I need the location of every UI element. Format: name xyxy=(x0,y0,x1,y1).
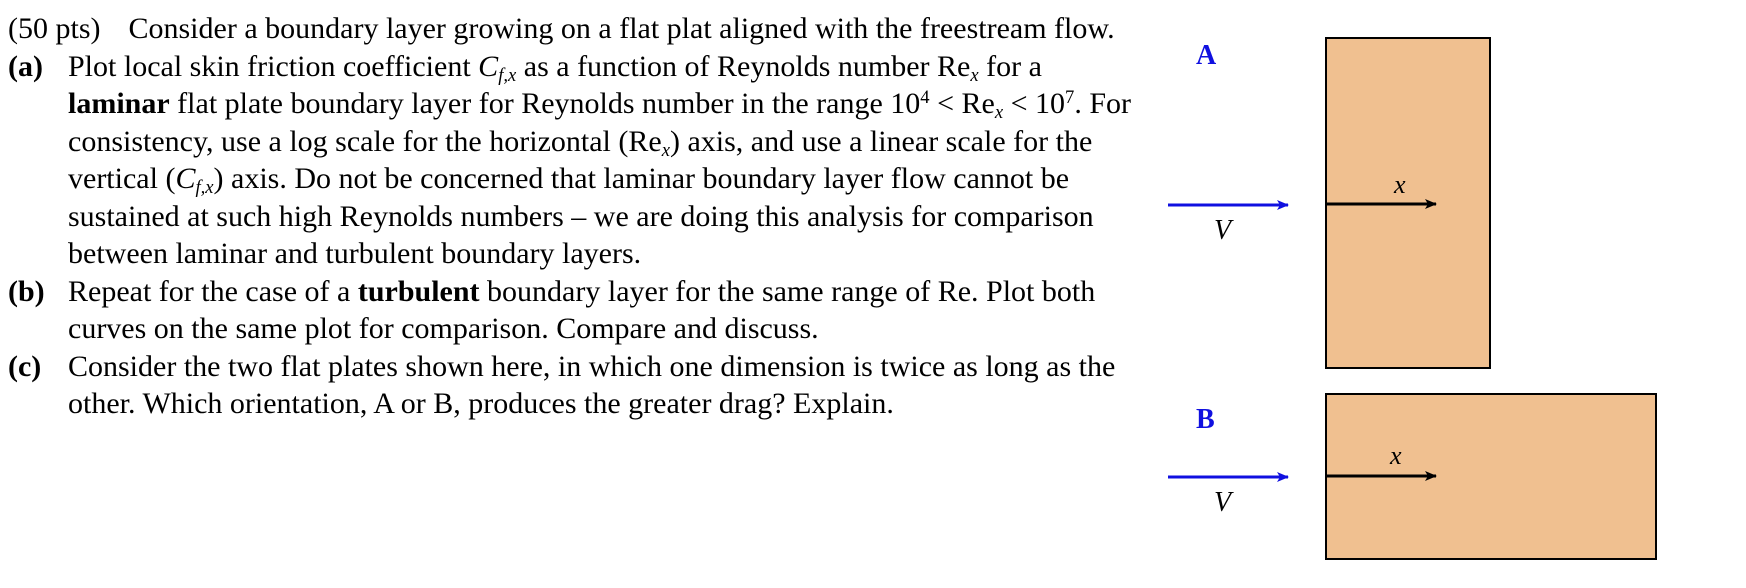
part-a-text-9: ) axis. Do not be concerned that laminar boundary layer flow cannot be sustained at such high Reynolds numbers – we are doing this analysis for comparison between laminar and turbulent boundary layers. xyxy=(68,162,1094,270)
part-a-text-7: . For consistency, use a log scale for the horizontal (Re xyxy=(68,87,1131,158)
velocity-label-a: V xyxy=(1214,215,1232,246)
part-b-text-2: boundary layer for the same range of Re. Plot both curves on the same plot for comparison. Compare and discuss. xyxy=(68,274,1096,345)
x-label-a: x xyxy=(1394,170,1406,199)
part-a-text-5: < Re xyxy=(929,87,995,120)
laminar-bold: laminar xyxy=(68,87,170,120)
re-subscript-3: x xyxy=(661,139,670,161)
cf-symbol: $C_{f,x}$ xyxy=(478,49,517,86)
points-value: (50 pts) xyxy=(8,12,101,45)
re-subscript: x xyxy=(970,64,979,86)
part-a-text-3: for a xyxy=(978,49,1042,83)
part-b xyxy=(8,273,1148,348)
intro-text: Consider a boundary layer growing on a flat plat aligned with the freestream flow. xyxy=(128,12,1115,45)
x-label-b: x xyxy=(1390,441,1402,470)
part-a-text-6: < 10 xyxy=(1003,87,1066,120)
part-a xyxy=(8,48,1148,273)
cf-symbol-2: $C_{f,x}$ xyxy=(175,162,214,199)
plate-b-label: B xyxy=(1196,404,1215,435)
part-b-text-1: Repeat for the case of a xyxy=(68,274,358,308)
plate-a-label: A xyxy=(1196,40,1217,71)
plate-diagram xyxy=(1160,30,1740,570)
exponent-4: 4 xyxy=(920,86,930,108)
problem-intro xyxy=(8,10,1148,48)
part-b-label: (b) xyxy=(8,274,45,308)
part-c-label: (c) xyxy=(8,349,42,383)
part-a-text-8: ) axis, and use a linear scale for the vertical ( xyxy=(68,124,1093,195)
problem-text xyxy=(8,10,1148,423)
re-subscript-2: x xyxy=(994,102,1004,124)
exponent-7: 7 xyxy=(1065,86,1075,108)
plate-figure xyxy=(1160,30,1740,570)
part-a-text-4: flat plate boundary layer for Reynolds number in the range 10 xyxy=(169,87,921,120)
velocity-label-b: V xyxy=(1214,487,1232,518)
part-c-text: Consider the two flat plates shown here, in which one dimension is twice as long as the other. Which orientation, A or B, produces the greater drag? Explain. xyxy=(68,349,1116,420)
part-a-text-1: Plot local skin friction coefficient xyxy=(68,49,479,83)
part-a-text-2: as a function of Reynolds number Re xyxy=(516,49,971,83)
part-c xyxy=(8,348,1148,423)
turbulent-bold: turbulent xyxy=(357,274,480,308)
part-a-label: (a) xyxy=(8,49,43,83)
